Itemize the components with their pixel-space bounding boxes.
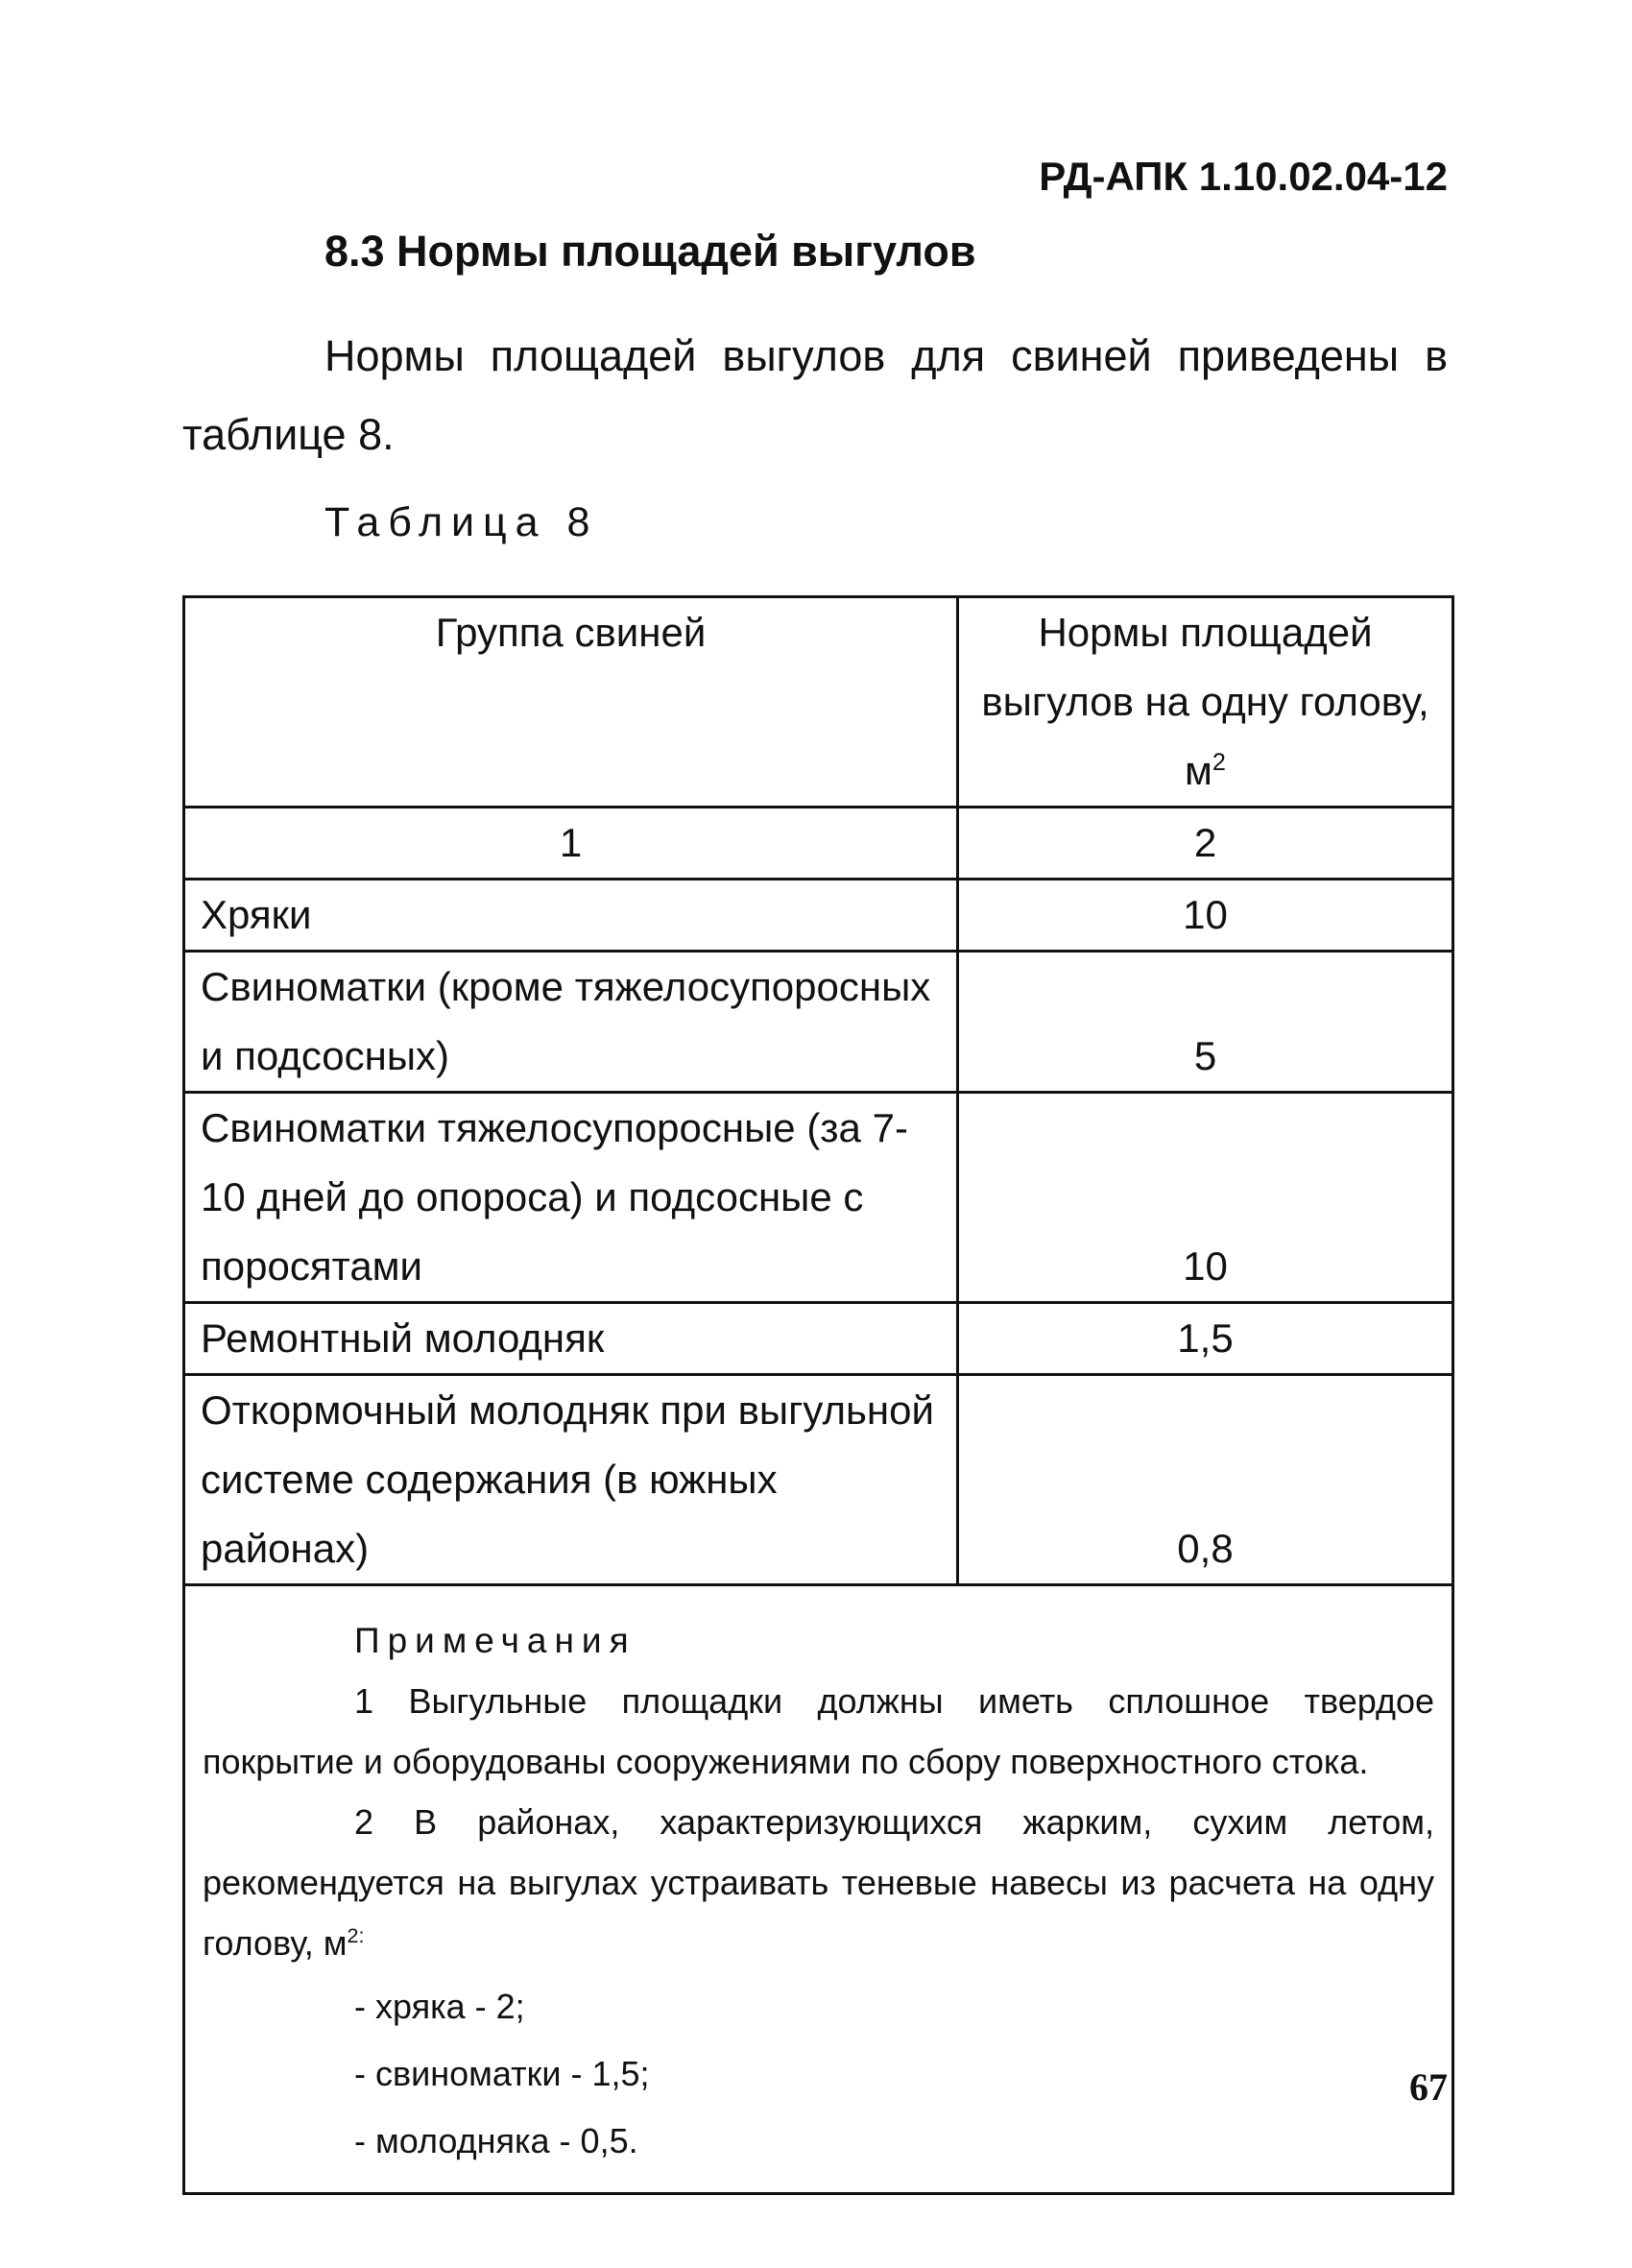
note-1: 1 Выгульные площадки должны иметь сплошное твердое покрытие и оборудованы сооружениями по сбору поверхностного стока. — [203, 1681, 1434, 1781]
section-title: 8.3 Нормы площадей выгулов — [324, 227, 976, 276]
table-header-row — [184, 597, 1453, 808]
table-row — [184, 1303, 1453, 1375]
notes-row — [184, 1585, 1453, 2194]
intro-paragraph: Нормы площадей выгулов для свиней приведены в таблице 8. — [182, 331, 1448, 459]
col-number-1: 1 — [184, 808, 958, 880]
table-row — [184, 1375, 1453, 1585]
note-list-item: - молодняка - 0,5. — [354, 2121, 638, 2160]
note-2 — [203, 1792, 1434, 1973]
col2-header-text: Нормы площадей выгулов на одну голову, м — [981, 610, 1429, 793]
table-row — [184, 1093, 1453, 1303]
row-group: Откормочный молодняк при выгульной системе содержания (в южных районах) — [184, 1375, 958, 1585]
document-code: РД-АПК 1.10.02.04-12 — [1039, 154, 1448, 199]
row-group: Свиноматки тяжелосупоросные (за 7-10 дней до опороса) и подсосные с поросятами — [184, 1093, 958, 1303]
row-group: Свиноматки (кроме тяжелосупоросных и подсосных) — [184, 952, 958, 1093]
col1-header — [184, 597, 958, 808]
note-2-text: 2 В районах, характеризующихся жарким, сухим летом, рекомендуется на выгулах устраивать теневые навесы из расчета на одну голову, м — [203, 1802, 1434, 1963]
row-value: 0,8 — [958, 1375, 1453, 1585]
row-value: 5 — [958, 952, 1453, 1093]
col2-header — [958, 597, 1453, 808]
notes-title: Примечания — [354, 1621, 636, 1660]
norms-table — [182, 595, 1454, 2195]
note-list-item: - свиноматки - 1,5; — [354, 2054, 650, 2093]
note-2-sup: 2: — [347, 1923, 365, 1947]
table-row — [184, 952, 1453, 1093]
notes-cell — [184, 1585, 1453, 2194]
row-value: 1,5 — [958, 1303, 1453, 1375]
row-value: 10 — [958, 1093, 1453, 1303]
column-number-row — [184, 808, 1453, 880]
row-group: Хряки — [184, 880, 958, 952]
note-list-item: - хряка - 2; — [354, 1987, 525, 2026]
table-row — [184, 880, 1453, 952]
col-number-2: 2 — [958, 808, 1453, 880]
table-caption: Таблица 8 — [324, 499, 599, 545]
page-number: 67 — [1409, 2065, 1448, 2109]
col2-header-sup: 2 — [1212, 749, 1226, 776]
row-value: 10 — [958, 880, 1453, 952]
col1-header-text: Группа свиней — [435, 610, 707, 655]
row-group: Ремонтный молодняк — [184, 1303, 958, 1375]
